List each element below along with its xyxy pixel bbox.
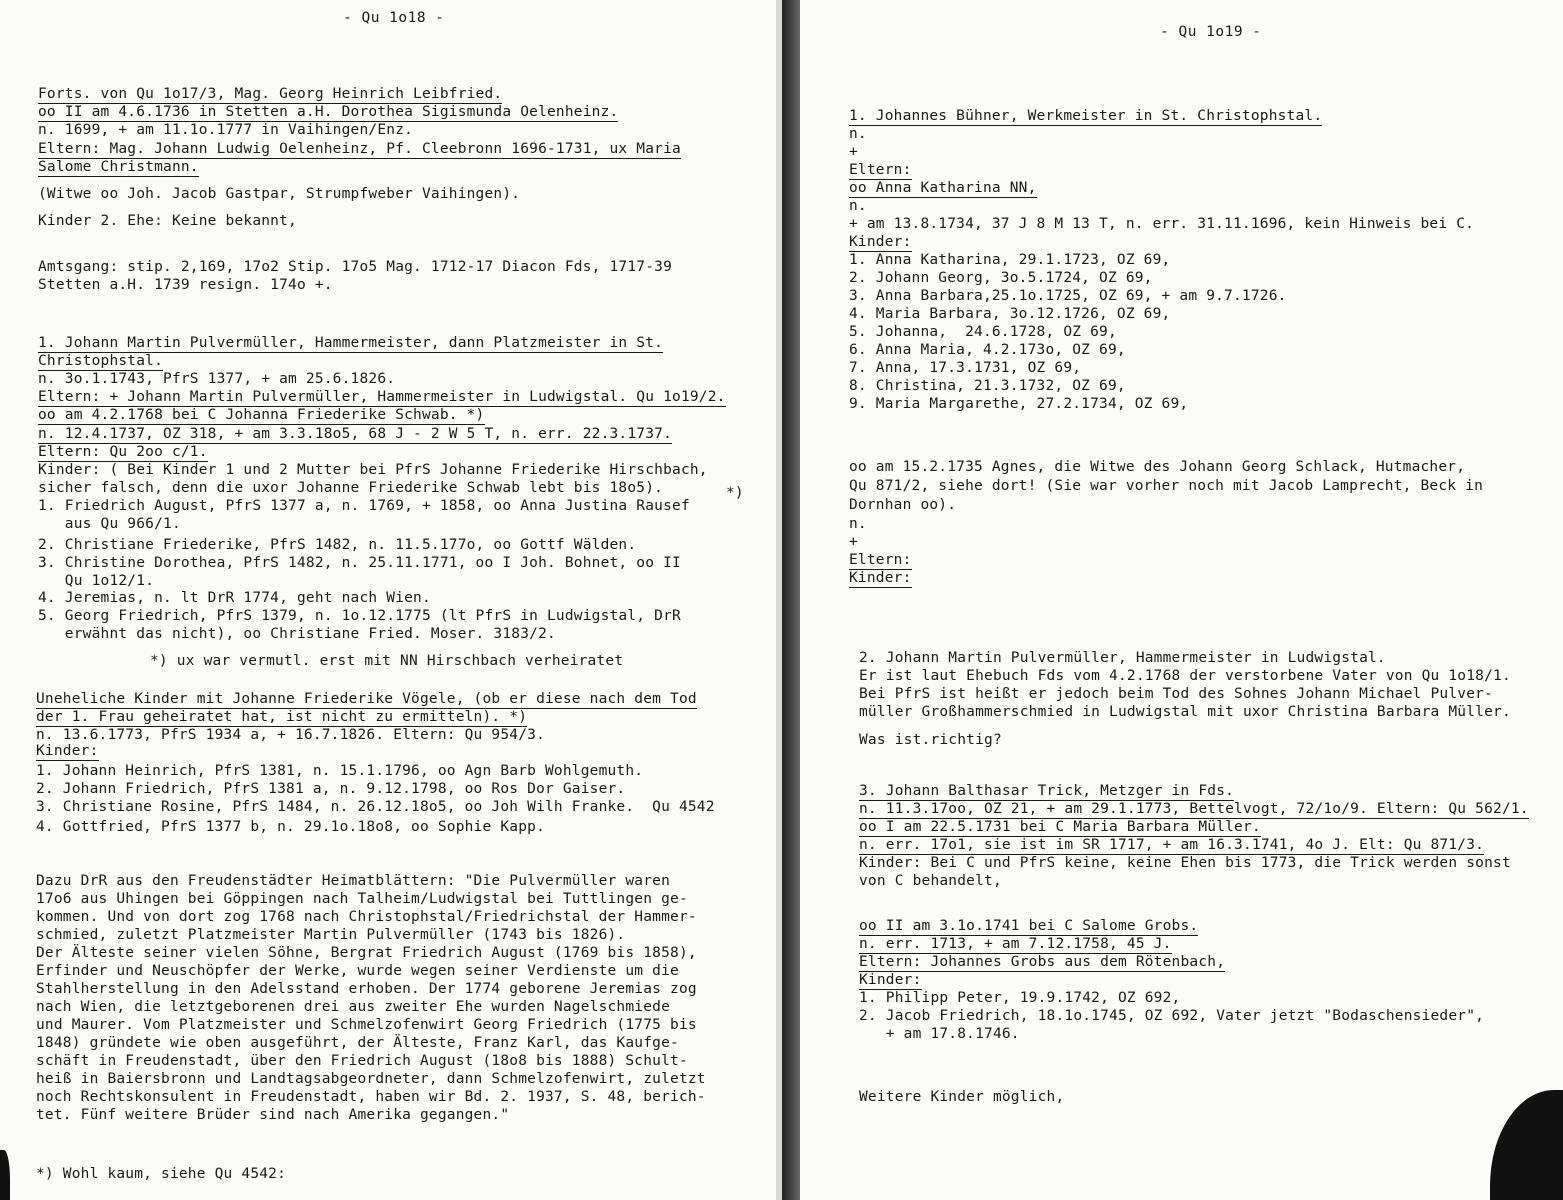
text-line: 17o6 aus Uhingen bei Göppingen nach Talheim/Ludwigstal bei Tuttlingen ge- [36,891,688,907]
list-item: 4. Jeremias, n. lt DrR 1774, geht nach Wien. [38,590,431,606]
text-line: n. [849,516,867,532]
text-line: Eltern: [849,162,912,178]
text-line: n. [849,198,867,214]
list-item: 7. Anna, 17.3.1731, OZ 69, [849,360,1082,376]
text-line: Kinder: Bei C und PfrS keine, keine Ehen bis 1773, die Trick werden sonst [859,855,1511,871]
text-line: (Witwe oo Joh. Jacob Gastpar, Strumpfweber Vaihingen). [38,186,521,202]
text-line: Er ist laut Ehebuch Fds vom 4.2.1768 der verstorbene Vater von Qu 1o18/1. [859,668,1511,684]
text-line: Eltern: + Johann Martin Pulvermüller, Hammermeister in Ludwigstal. Qu 1o19/2. [38,389,726,405]
text-line: schäft in Freudenstadt, über den Friedrich August (18o8 bis 1888) Schult- [36,1053,688,1069]
footnote: *) Wohl kaum, siehe Qu 4542: [36,1166,287,1182]
list-item: 3. Anna Barbara,25.1o.1725, OZ 69, + am 9.7.1726. [849,288,1287,304]
text-line: Qu 871/2, siehe dort! (Sie war vorher noch mit Jacob Lamprecht, Beck in [849,478,1484,494]
text-line: Dornhan oo). [849,497,957,513]
scan-shadow [1490,1090,1563,1200]
text-line: + [849,534,858,550]
text-line: n. 12.4.1737, OZ 318, + am 3.3.18o5, 68 J - 2 W 5 T, n. err. 22.3.1737. [38,426,673,442]
text-line: 1848) gründete wie oben ausgeführt, der Älteste, Franz Karl, das Kaufge- [36,1035,679,1051]
text-line: Der Älteste seiner vielen Söhne, Bergrat Friedrich August (1769 bis 1858), [36,945,697,961]
text-line: oo am 15.2.1735 Agnes, die Witwe des Johann Georg Schlack, Hutmacher, [849,459,1466,475]
text-line: schmied, zuletzt Platzmeister Martin Pulvermüller (1743 bis 1826). [36,927,626,943]
text-line: Amtsgang: stip. 2,169, 17o2 Stip. 17o5 Mag. 1712-17 Diacon Fds, 1717-39 [38,259,673,275]
text-line: n. 13.6.1773, PfrS 1934 a, + 16.7.1826. Eltern: Qu 954/3. [36,727,545,743]
list-item: 1. Johann Heinrich, PfrS 1381, n. 15.1.1796, oo Agn Barb Wohlgemuth. [36,763,644,779]
list-item: erwähnt das nicht), oo Christiane Fried. Moser. 3183/2. [38,626,556,642]
text-line: 2. Johann Martin Pulvermüller, Hammermeister in Ludwigstal. [859,650,1386,666]
text-line: Kinder 2. Ehe: Keine bekannt, [38,213,297,229]
list-item: 2. Johann Georg, 3o.5.1724, OZ 69, [849,270,1153,286]
text-line: Forts. von Qu 1o17/3, Mag. Georg Heinrich Leibfried. [38,86,503,102]
text-line: sicher falsch, denn die uxor Johanne Friederike Schwab lebt bis 18o5). [38,480,664,496]
text-line: 1. Johann Martin Pulvermüller, Hammermeister, dann Platzmeister in St. [38,335,664,351]
text-line: + am 13.8.1734, 37 J 8 M 13 T, n. err. 31.11.1696, kein Hinweis bei C. [849,216,1475,232]
text-line: Christophstal. [38,353,164,369]
list-item: 1. Friedrich August, PfrS 1377 a, n. 1769, + 1858, oo Anna Justina Rausef [38,498,690,514]
text-line: oo am 4.2.1768 bei C Johanna Friederike Schwab. *) [38,407,485,423]
text-line: oo Anna Katharina NN, [849,180,1037,196]
text-line: nach Wien, die letztgeborenen drei aus zweiter Ehe wurden Nagelschmiede [36,999,671,1015]
text-line: n. [849,126,867,142]
text-line: Salome Christmann. [38,159,199,175]
list-item: Qu 1o12/1. [38,573,155,589]
page-header: - Qu 1o19 - [1160,24,1262,40]
page-header: - Qu 1o18 - [343,10,445,26]
text-line: oo II am 3.1o.1741 bei C Salome Grobs. [859,918,1199,934]
text-line: der 1. Frau geheiratet hat, ist nicht zu ermitteln). *) [36,709,528,725]
text-line: Eltern: Mag. Johann Ludwig Oelenheinz, Pf. Cleebronn 1696-1731, ux Maria [38,141,681,157]
text-line: n. err. 1713, + am 7.12.1758, 45 J. [859,936,1172,952]
text-line: tet. Fünf weitere Brüder sind nach Amerika gegangen." [36,1107,510,1123]
list-item: 1. Anna Katharina, 29.1.1723, OZ 69, [849,252,1171,268]
list-item: 4. Gottfried, PfrS 1377 b, n. 29.1o.18o8, oo Sophie Kapp. [36,819,545,835]
text-line: Kinder: [849,570,912,586]
list-item: 5. Georg Friedrich, PfrS 1379, n. 1o.12.1775 (lt PfrS in Ludwigstal, DrR [38,608,681,624]
text-line: Eltern: Johannes Grobs aus dem Rötenbach, [859,954,1226,970]
list-item: 3. Christiane Rosine, PfrS 1484, n. 26.12.18o5, oo Joh Wilh Franke. Qu 4542 [36,799,715,815]
text-line: Kinder: ( Bei Kinder 1 und 2 Mutter bei PfrS Johanne Friederike Hirschbach, [38,462,708,478]
text-line: n. 1699, + am 11.1o.1777 in Vaihingen/Enz. [38,122,414,138]
text-line: müller Großhammerschmied in Ludwigstal mit uxor Christina Barbara Müller. [859,704,1511,720]
list-item: aus Qu 966/1. [38,516,181,532]
text-line: Was ist.richtig? [859,732,1002,748]
list-item: 3. Christine Dorothea, PfrS 1482, n. 25.11.1771, oo I Joh. Bohnet, oo II [38,555,681,571]
list-item: 2. Christiane Friederike, PfrS 1482, n. 11.5.177o, oo Gottf Wälden. [38,537,637,553]
book-spine [782,0,800,1200]
footnote-marker: *) [726,485,744,501]
list-item: 4. Maria Barbara, 3o.12.1726, OZ 69, [849,306,1171,322]
text-line: 1. Johannes Bühner, Werkmeister in St. Christophstal. [849,108,1323,124]
text-line: Kinder: [36,743,99,759]
text-line: Dazu DrR aus den Freudenstädter Heimatblättern: "Die Pulvermüller waren [36,873,671,889]
list-item: 8. Christina, 21.3.1732, OZ 69, [849,378,1126,394]
text-line: Kinder: [859,972,922,988]
text-line: n. 11.3.17oo, OZ 21, + am 29.1.1773, Bettelvogt, 72/1o/9. Eltern: Qu 562/1. [859,801,1529,817]
text-line: oo II am 4.6.1736 in Stetten a.H. Dorothea Sigismunda Oelenheinz. [38,104,619,120]
text-line: Eltern: Qu 2oo c/1. [38,444,208,460]
text-line: kommen. Und von dort zog 1768 nach Christophstal/Friedrichstal der Hammer- [36,909,697,925]
text-line: heiß in Baiersbronn und Landtagsabgeordneter, dann Schmelzofenwirt, zuletzt [36,1071,706,1087]
text-line: von C behandelt, [859,873,1002,889]
list-item: 9. Maria Margarethe, 27.2.1734, OZ 69, [849,396,1189,412]
scan-shadow [0,1150,10,1200]
text-line: noch Rechtskonsulent in Freudenstadt, haben wir Bd. 2. 1937, S. 48, berich- [36,1089,706,1105]
list-item: 2. Johann Friedrich, PfrS 1381 a, n. 9.12.1798, oo Ros Dor Gaiser. [36,781,626,797]
text-line: n. err. 17o1, sie ist im SR 1717, + am 16.3.1741, 4o J. Elt: Qu 871/3. [859,837,1485,853]
text-line: n. 3o.1.1743, PfrS 1377, + am 25.6.1826. [38,371,396,387]
text-line: Eltern: [849,552,912,568]
footnote: *) ux war vermutl. erst mit NN Hirschbach verheiratet [150,653,624,669]
list-item: + am 17.8.1746. [859,1026,1020,1042]
text-line: oo I am 22.5.1731 bei C Maria Barbara Müller. [859,819,1261,835]
text-line: Weitere Kinder möglich, [859,1089,1065,1105]
list-item: 6. Anna Maria, 4.2.173o, OZ 69, [849,342,1126,358]
text-line: Stahlherstellung in den Adelsstand erhoben. Der 1774 geborene Jeremias zog [36,981,697,997]
text-line: und Maurer. Vom Platzmeister und Schmelzofenwirt Georg Friedrich (1775 bis [36,1017,697,1033]
text-line: Stetten a.H. 1739 resign. 174o +. [38,277,333,293]
text-line: Kinder: [849,234,912,250]
text-line: Bei PfrS ist heißt er jedoch beim Tod des Sohnes Johann Michael Pulver- [859,686,1494,702]
list-item: 5. Johanna, 24.6.1728, OZ 69, [849,324,1117,340]
text-line: + [849,144,858,160]
text-line: Uneheliche Kinder mit Johanne Friederike Vögele, (ob er diese nach dem Tod [36,691,697,707]
list-item: 1. Philipp Peter, 19.9.1742, OZ 692, [859,990,1181,1006]
text-line: 3. Johann Balthasar Trick, Metzger in Fds. [859,783,1235,799]
right-page [800,0,1563,1200]
list-item: 2. Jacob Friedrich, 18.1o.1745, OZ 692, Vater jetzt "Bodaschensieder", [859,1008,1485,1024]
text-line: Erfinder und Neuschöpfer der Werke, wurde wegen seiner Verdienste um die [36,963,679,979]
